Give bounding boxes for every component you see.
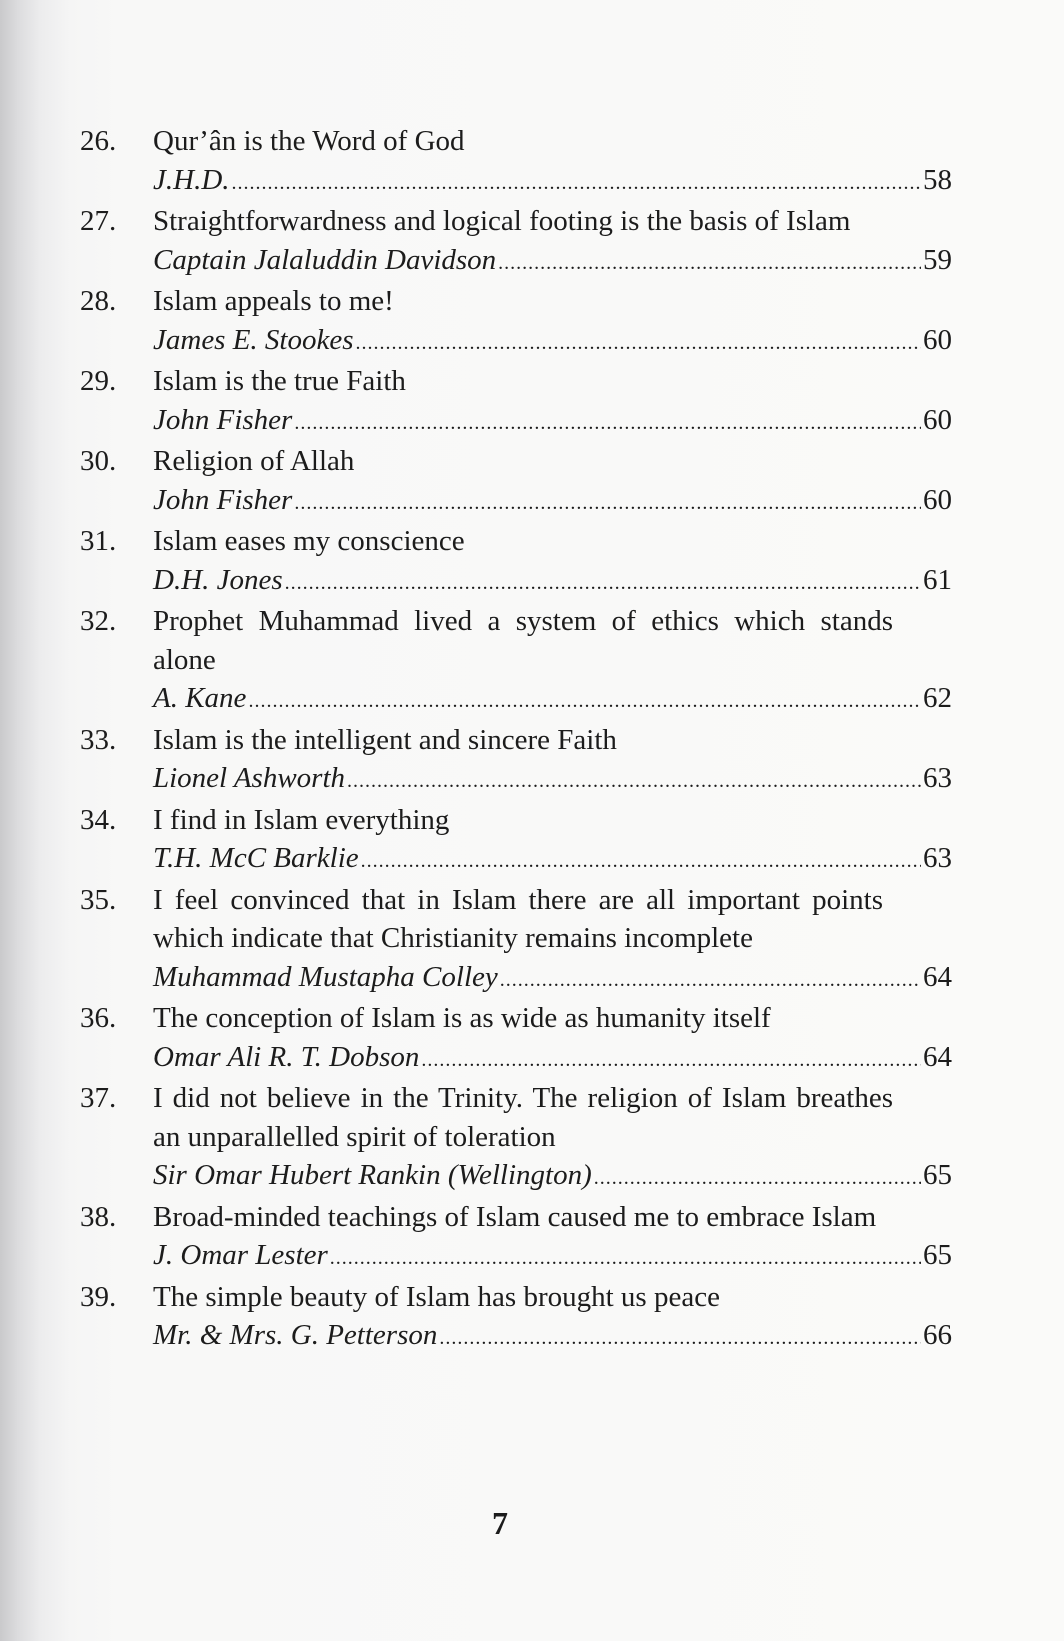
entry-number: 30. [80,445,117,477]
entry-number: 27. [80,205,117,237]
entry-page: 59 [923,243,952,276]
toc-entry [80,801,952,881]
entry-page: 65 [923,1239,952,1271]
entry-number: 29. [80,365,117,397]
author-line [153,561,952,603]
dot-leader [285,561,921,603]
entry-number: 33. [80,723,117,756]
author-line [153,759,952,801]
entry-number: 39. [80,1280,117,1313]
toc-entry [80,721,952,801]
author-line [153,401,952,443]
entry-author: John Fisher [153,483,293,516]
toc-entry [80,999,952,1079]
entry-number: 34. [80,803,117,836]
entry-author: James E. Stookes [153,323,354,356]
entry-page: 60 [923,323,952,356]
author-line [153,481,952,523]
entry-title: Islam eases my conscience [153,525,465,557]
entry-page: 60 [923,403,952,436]
toc-entry [80,202,952,282]
entry-number: 35. [80,883,117,916]
author-line [153,1316,952,1358]
toc-entry [80,1278,952,1358]
entry-author: J.H.D. [153,163,230,196]
entry-title: Islam appeals to me! [153,285,394,317]
author-line [153,1038,952,1080]
entry-title: I feel convinced that in Islam there are all important points which indicate that Christianity remains incomplete [153,883,883,954]
entry-author: Muhammad Mustapha Colley [153,960,498,993]
entry-number: 28. [80,285,117,317]
entry-page: 64 [923,1040,952,1073]
author-line [153,241,952,283]
author-line [153,1236,952,1278]
dot-leader [330,1236,921,1278]
entry-author: Captain Jalaluddin Davidson [153,243,497,276]
entry-page: 62 [923,682,952,714]
dot-leader [439,1316,921,1358]
entry-title: The simple beauty of Islam has brought us peace [153,1280,720,1313]
entry-page: 61 [923,563,952,596]
entry-page: 64 [923,960,952,993]
entry-title: I did not believe in the Trinity. The religion of Islam breathes an unparallelled spirit of toleration [153,1082,893,1153]
author-line [153,958,952,1000]
toc-entry [80,362,952,442]
toc-entry [80,881,952,1000]
dot-leader [347,759,921,801]
entry-title: I find in Islam everything [153,803,450,836]
entry-author: John Fisher [153,403,293,436]
toc-entry [80,122,952,202]
entry-author: Omar Ali R. T. Dobson [153,1040,420,1073]
dot-leader [594,1156,921,1198]
page-number: 7 [492,1505,508,1541]
author-line [153,321,952,363]
entry-title: Straightforwardness and logical footing is the basis of Islam [153,205,851,237]
entry-number: 32. [80,605,117,637]
entry-title: Islam is the true Faith [153,365,406,397]
author-line [153,161,952,203]
entry-title: Islam is the intelligent and sincere Faith [153,723,617,756]
dot-leader [294,401,921,443]
entry-author: Sir Omar Hubert Rankin (Wellington) [153,1159,592,1191]
toc-entry [80,282,952,362]
toc-entry [80,1079,952,1198]
author-line [153,679,952,721]
entry-title: Qur’ân is the Word of God [153,125,465,157]
entry-page: 65 [923,1159,952,1191]
entry-number: 31. [80,525,117,557]
entry-title: The conception of Islam is as wide as humanity itself [153,1002,771,1034]
entry-author: J. Omar Lester [153,1239,328,1271]
entry-number: 26. [80,125,117,157]
dot-leader [421,1038,921,1080]
entry-page: 58 [923,163,952,196]
toc-entry [80,522,952,602]
dot-leader [248,679,921,721]
entry-page: 60 [923,483,952,516]
dot-leader [361,839,921,881]
toc-entry [80,1198,952,1278]
entry-number: 38. [80,1200,117,1233]
dot-leader [500,958,921,1000]
author-line [153,839,952,881]
entry-author: Mr. & Mrs. G. Petterson [153,1319,438,1351]
dot-leader [498,241,921,283]
author-line [153,1156,952,1198]
entry-title: Broad-minded teachings of Islam caused me to embrace Islam [153,1200,877,1233]
entry-author: A. Kane [153,682,247,714]
entry-page: 63 [923,762,952,794]
entry-page: 63 [923,842,952,874]
dot-leader [356,321,921,363]
entry-title: Religion of Allah [153,445,355,477]
entry-author: Lionel Ashworth [153,762,346,794]
entry-number: 36. [80,1002,117,1034]
entry-author: D.H. Jones [153,563,283,596]
toc-entry [80,442,952,522]
dot-leader [294,481,921,523]
table-of-contents [80,122,952,1358]
toc-entry [80,602,952,721]
dot-leader [232,161,921,203]
entry-number: 37. [80,1082,117,1114]
entry-page: 66 [923,1319,952,1351]
entry-title: Prophet Muhammad lived a system of ethics which stands alone [153,605,893,676]
entry-author: T.H. McC Barklie [153,842,359,874]
